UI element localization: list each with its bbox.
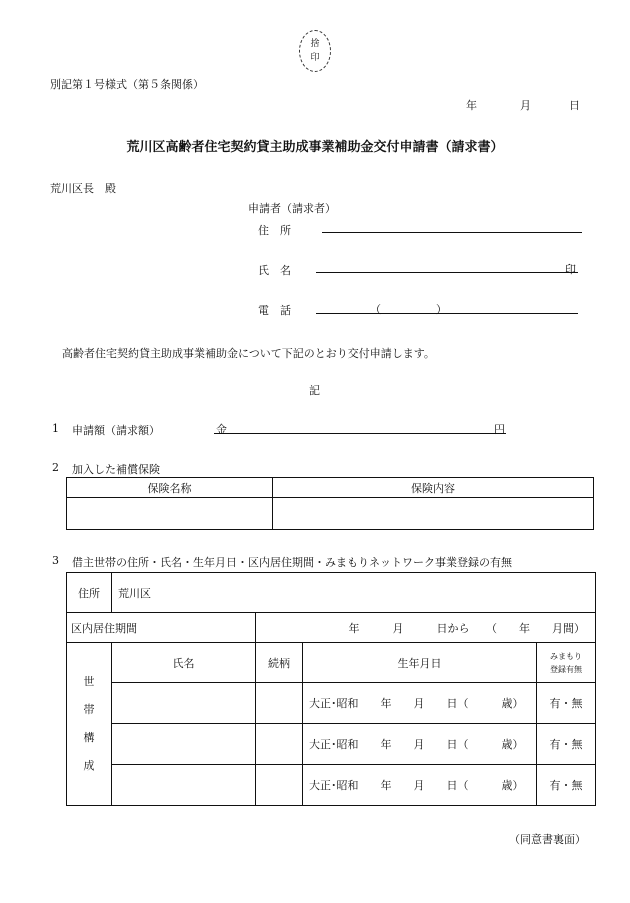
household-composition-label [67, 643, 112, 806]
household-char-1: 世 [83, 675, 95, 688]
household-char-3: 構 [83, 731, 95, 744]
residence-period-label: 区内居住期間 [67, 613, 256, 643]
date-day: 日 [569, 99, 580, 112]
section3-label: 借主世帯の住所・氏名・生年月日・区内居住期間・みまもりネットワーク事業登録の有無 [72, 556, 512, 569]
seal-char-2: 印 [310, 53, 320, 63]
registration-header-line2: 登録有無 [550, 664, 582, 674]
registration-header-line1: みまもり [550, 651, 582, 661]
member-birth-cell[interactable]: 大正･昭和 年 月 日（ 歳） [303, 724, 537, 765]
date-year: 年 [466, 99, 477, 112]
amount-suffix: 円 [494, 423, 505, 436]
member-registration-cell[interactable]: 有・無 [537, 683, 596, 724]
address-field[interactable] [322, 232, 582, 233]
seal-mark: 印 [565, 263, 576, 276]
insurance-table [66, 477, 594, 530]
seal-char-1: 捨 [310, 39, 320, 49]
member-birth-cell[interactable]: 大正･昭和 年 月 日（ 歳） [303, 683, 537, 724]
statement: 高齢者住宅契約貸主助成事業補助金について下記のとおり交付申請します。 [62, 347, 435, 360]
section2-label: 加入した補償保険 [72, 463, 160, 476]
member-registration-header [537, 643, 596, 683]
insurance-name-cell[interactable] [67, 498, 273, 530]
phone-area-code: （ ） [370, 303, 447, 316]
member-relation-cell[interactable] [256, 765, 303, 806]
applicant-heading: 申請者（請求者） [248, 202, 336, 215]
household-table [66, 572, 596, 806]
member-registration-cell[interactable]: 有・無 [537, 724, 596, 765]
member-birth-cell[interactable]: 大正･昭和 年 月 日（ 歳） [303, 765, 537, 806]
date-month: 月 [520, 99, 531, 112]
phone-field[interactable] [316, 313, 578, 314]
household-char-4: 成 [83, 759, 95, 772]
page-title: 荒川区高齢者住宅契約貸主助成事業補助金交付申請書（請求書） [126, 140, 504, 155]
phone-label: 電 話 [258, 304, 291, 317]
member-relation-cell[interactable] [256, 724, 303, 765]
member-birth-header: 生年月日 [303, 643, 537, 683]
amount-field[interactable] [214, 433, 506, 434]
section3-number: 3 [52, 554, 59, 567]
table-row [67, 765, 596, 806]
member-name-cell[interactable] [112, 765, 256, 806]
member-relation-header: 続柄 [256, 643, 303, 683]
member-name-cell[interactable] [112, 724, 256, 765]
ki-heading: 記 [309, 384, 320, 397]
name-label: 氏 名 [258, 264, 291, 277]
insurance-name-header: 保険名称 [67, 478, 273, 498]
tenant-address-label: 住所 [67, 573, 112, 613]
household-char-2: 帯 [83, 703, 95, 716]
member-relation-cell[interactable] [256, 683, 303, 724]
insurance-content-header: 保険内容 [273, 478, 594, 498]
address-label: 住 所 [258, 224, 291, 237]
member-name-cell[interactable] [112, 683, 256, 724]
footer-note: （同意書裏面） [509, 833, 586, 846]
amount-prefix: 金 [216, 423, 227, 436]
section1-number: 1 [52, 422, 59, 435]
addressee: 荒川区長 殿 [50, 182, 116, 195]
member-name-header: 氏名 [112, 643, 256, 683]
name-field[interactable] [316, 272, 578, 273]
table-row [67, 683, 596, 724]
section1-label: 申請額（請求額） [72, 424, 160, 437]
residence-period-value[interactable]: 年 月 日から （ 年 月間） [256, 613, 596, 643]
form-label: 別記第１号様式（第５条関係） [50, 78, 204, 91]
member-registration-cell[interactable]: 有・無 [537, 765, 596, 806]
table-row [67, 724, 596, 765]
tenant-address-value[interactable]: 荒川区 [112, 573, 596, 613]
section2-number: 2 [52, 461, 59, 474]
insurance-content-cell[interactable] [273, 498, 594, 530]
discard-seal [299, 30, 331, 72]
